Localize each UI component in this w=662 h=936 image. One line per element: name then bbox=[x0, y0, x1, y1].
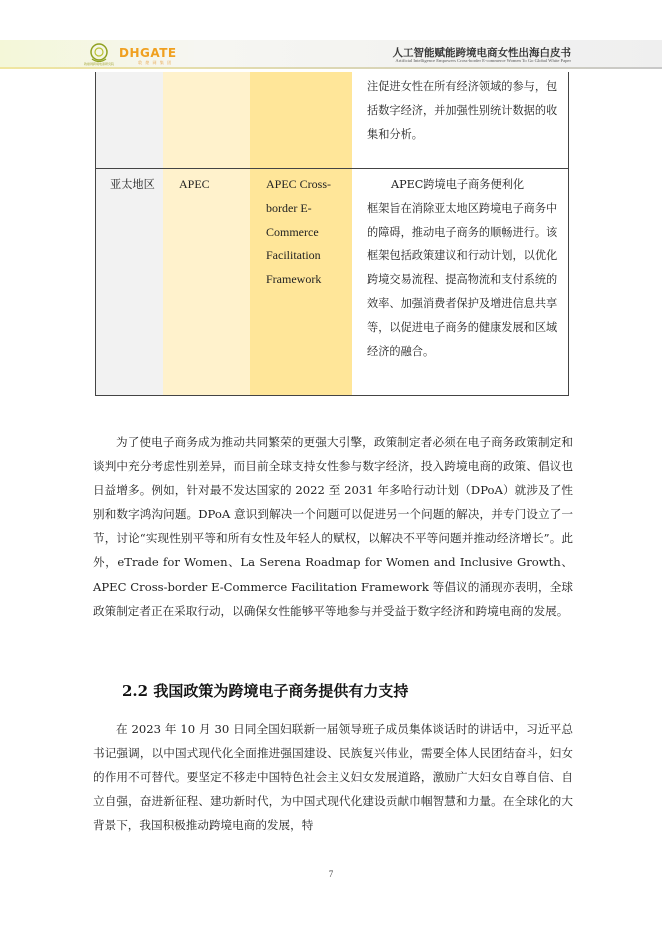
header-divider bbox=[0, 67, 662, 69]
table-cell-description bbox=[367, 173, 561, 363]
description-rest: 框架旨在消除亚太地区跨境电子商务中的障碍，推动电子商务的顺畅进行。该框架包括政策建议和行动计划，以优化跨境交易流程、提高物流和支付系统的效率、加强消费者保护及增进信息共享等，以促进电子商务的健康发展和区域经济的融合。 bbox=[367, 201, 558, 358]
logo-wordmark: DHGATE bbox=[119, 46, 177, 60]
header-subtitle: Artificial Intelligence Empowers Cross-border E-commerce Women To Go Global White Paper bbox=[395, 58, 571, 63]
section-heading: 2.2 我国政策为跨境电子商务提供有力支持 bbox=[122, 682, 409, 700]
policy-table bbox=[95, 72, 569, 396]
table-cell-region: 亚太地区 bbox=[110, 178, 155, 191]
logo-tagline: 敦 煌 网 集 团 bbox=[138, 60, 173, 65]
table-cell-initiative-name: APEC Cross-border E-Commerce Facilitation Framework bbox=[266, 177, 332, 287]
description-first-line: APEC跨境电子商务便利化 bbox=[391, 178, 525, 191]
logo-small-text: 敦煌网跨境电商研究院 bbox=[84, 62, 115, 66]
header-title: 人工智能赋能跨境电商女性出海白皮书 bbox=[392, 47, 571, 59]
table-cell-organization: APEC bbox=[179, 177, 210, 191]
table-row-divider bbox=[96, 168, 568, 169]
table-cell-previous-description: 注促进女性在所有经济领域的参与，包括数字经济，并加强性别统计数据的收集和分析。 bbox=[367, 80, 558, 141]
body-paragraph-1: 为了使电子商务成为推动共同繁荣的更强大引擎，政策制定者必须在电子商务政策制定和谈判中充分考虑性别差异，而目前全球支持女性参与数字经济，投入跨境电商的政策、倡议也日益增多。例如，针对最不发达国家的 2022 至 2031 年多哈行动计划（DPoA）就涉及了性别和数字鸿沟问题。DPoA 意识到解决一个问题可以促进另一个问题的解决，并专门设立了一节，讨论“实现性别平等和所有女性及年轻人的赋权，以解决不平等问题并推动经济增长”。此外，eTrade for Women、La Serena Roadmap for Women and Inclusive Growth、APEC Cross-border E-Commerce Facilitation Framework 等倡议的涌现亦表明，全球政策制定者正在采取行动，以确保女性能够平等地参与并受益于数字经济和跨境电商的发展。 bbox=[93, 435, 573, 618]
body-paragraph-2: 在 2023 年 10 月 30 日同全国妇联新一届领导班子成员集体谈话时的讲话中，习近平总书记强调，以中国式现代化全面推进强国建设、民族复兴伟业，需要全体人民团结奋斗，妇女的作用不可替代。要坚定不移走中国特色社会主义妇女发展道路，激励广大妇女自尊自信、自立自强，奋进新征程、建功新时代，为中国式现代化建设贡献巾帼智慧和力量。在全球化的大背景下，我国积极推动跨境电商的发展，特 bbox=[93, 722, 573, 833]
table-column-region bbox=[96, 72, 163, 395]
table-column-organization bbox=[163, 72, 250, 395]
page-number: 7 bbox=[328, 869, 334, 879]
